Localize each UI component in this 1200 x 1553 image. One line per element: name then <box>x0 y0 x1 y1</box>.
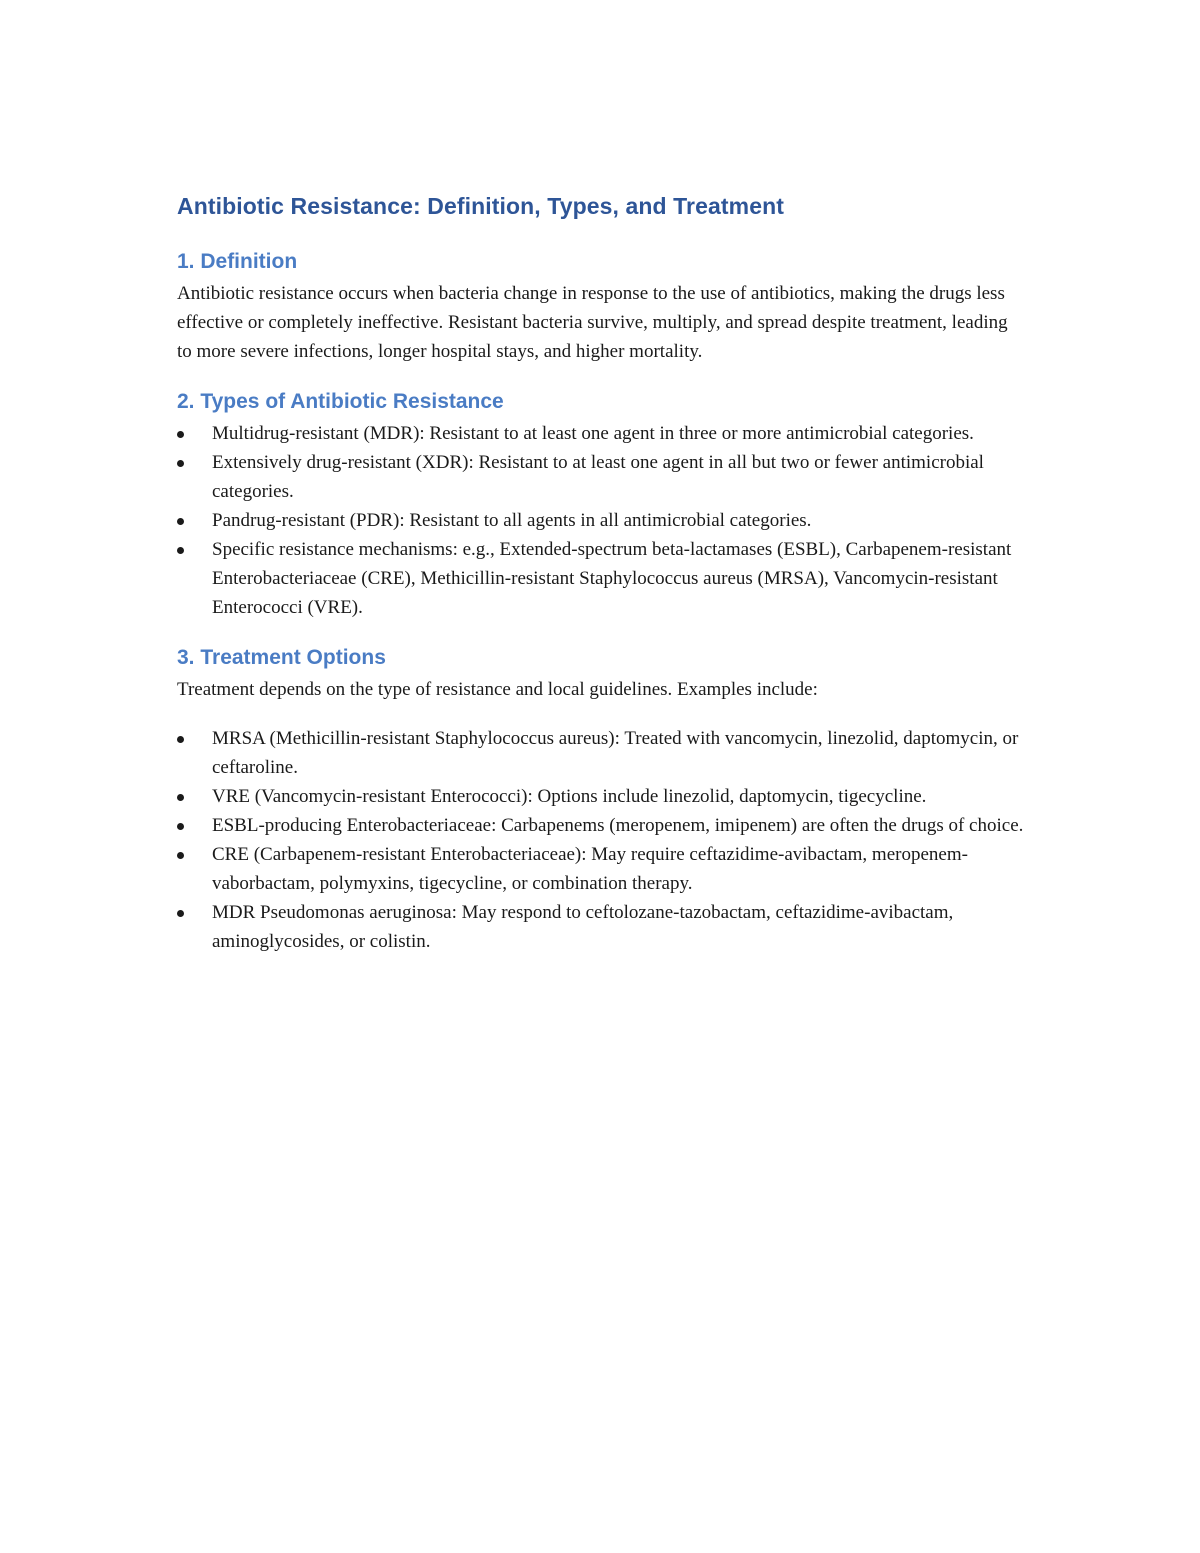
list-item <box>177 506 1027 535</box>
bullet-icon <box>177 823 184 830</box>
section-heading-definition: 1. Definition <box>177 250 298 273</box>
list-item <box>177 535 1027 622</box>
list-item <box>177 811 1027 840</box>
list-item-text: VRE (Vancomycin-resistant Enterococci): Options include linezolid, daptomycin, tigecycline. <box>212 786 927 807</box>
list-item <box>177 419 1027 448</box>
section-heading-types: 2. Types of Antibiotic Resistance <box>177 390 504 413</box>
list-item-text: Multidrug-resistant (MDR): Resistant to at least one agent in three or more antimicrobial categories. <box>212 423 974 444</box>
treatment-list <box>177 724 1027 956</box>
list-item <box>177 724 1027 782</box>
section-heading-treatment: 3. Treatment Options <box>177 646 386 669</box>
bullet-icon <box>177 431 184 438</box>
list-item-text: Extensively drug-resistant (XDR): Resistant to at least one agent in all but two or fewer antimicrobial categories. <box>212 452 984 502</box>
document-title: Antibiotic Resistance: Definition, Types, and Treatment <box>177 193 785 219</box>
list-item-text: Specific resistance mechanisms: e.g., Extended-spectrum beta-lactamases (ESBL), Carbapenem-resistant Enterobacteriaceae (CRE), Methicillin-resistant Staphylococcus aureus (MRSA), Vancomycin-resistant Enterococci (VRE). <box>212 539 1012 618</box>
list-item <box>177 782 1027 811</box>
bullet-icon <box>177 518 184 525</box>
treatment-intro: Treatment depends on the type of resistance and local guidelines. Examples include: <box>177 679 818 700</box>
document-content <box>177 188 1027 956</box>
bullet-icon <box>177 794 184 801</box>
bullet-icon <box>177 910 184 917</box>
list-item <box>177 898 1027 956</box>
list-item <box>177 840 1027 898</box>
list-item-text: CRE (Carbapenem-resistant Enterobacteriaceae): May require ceftazidime-avibactam, meropenem-vaborbactam, polymyxins, tigecycline, or combination therapy. <box>212 844 968 894</box>
bullet-icon <box>177 460 184 467</box>
types-list <box>177 419 1027 622</box>
list-item-text: MDR Pseudomonas aeruginosa: May respond to ceftolozane-tazobactam, ceftazidime-avibactam, aminoglycosides, or colistin. <box>212 902 954 952</box>
list-item-text: MRSA (Methicillin-resistant Staphylococcus aureus): Treated with vancomycin, linezolid, daptomycin, or ceftaroline. <box>212 728 1019 778</box>
list-item <box>177 448 1027 506</box>
definition-paragraph: Antibiotic resistance occurs when bacteria change in response to the use of antibiotics, making the drugs less effective or completely ineffective. Resistant bacteria survive, multiply, and spread despite treatment, leading to more severe infections, longer hospital stays, and higher mortality. <box>177 283 1008 362</box>
list-item-text: Pandrug-resistant (PDR): Resistant to all agents in all antimicrobial categories. <box>212 510 812 531</box>
bullet-icon <box>177 852 184 859</box>
bullet-icon <box>177 736 184 743</box>
list-item-text: ESBL-producing Enterobacteriaceae: Carbapenems (meropenem, imipenem) are often the drugs of choice. <box>212 815 1024 836</box>
bullet-icon <box>177 547 184 554</box>
